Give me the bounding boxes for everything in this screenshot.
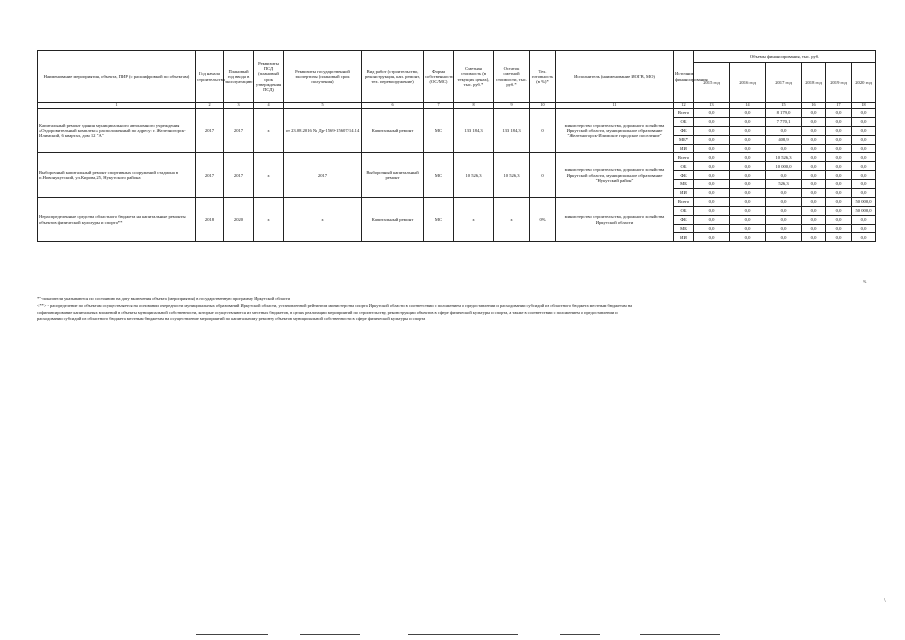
column-number: 16 (802, 103, 826, 109)
funding-value: 0,0 (802, 109, 826, 118)
header-psd: Реквизиты ПСД (плановый срок утверждения ПСД) (254, 51, 284, 103)
funding-value: 0,0 (802, 126, 826, 135)
executor: министерство строительства, дорожного хозяйства Иркутской области, муниципальное образование "Железногорск-Илимское городское поселение" (556, 109, 674, 153)
funding-value: 0,0 (852, 189, 876, 198)
funding-value: 0,0 (852, 224, 876, 233)
funding-value: 0,0 (826, 126, 852, 135)
column-number: 2 (196, 103, 224, 109)
funding-source: ФБ (674, 126, 694, 135)
funding-value: 0,0 (852, 135, 876, 144)
header-year: 2017 год (766, 63, 802, 103)
work-type: Капитальный ремонт (362, 109, 424, 153)
column-number: 7 (424, 103, 454, 109)
header-year: 2015 год (694, 63, 730, 103)
funding-value: 408,9 (766, 135, 802, 144)
funding-value: 0,0 (694, 180, 730, 189)
scan-mark: % (863, 279, 867, 284)
funding-value: 0,0 (766, 206, 802, 215)
funding-source: Всего (674, 197, 694, 206)
funding-value: 0,0 (852, 171, 876, 180)
executor: министерство строительства, дорожного хозяйства Иркутской области, муниципальное образование "Нукутский район" (556, 153, 674, 197)
funding-value: 0,0 (826, 224, 852, 233)
header-remaining: Остаток сметной стоимости, тыс. руб.* (494, 51, 530, 103)
funding-value: 0,0 (766, 197, 802, 206)
start-year: 2017 (196, 153, 224, 197)
expertise-details: x (284, 197, 362, 241)
header-funding-group: Объемы финансирования, тыс. руб. (694, 51, 876, 63)
column-number: 17 (826, 103, 852, 109)
start-year: 2018 (196, 197, 224, 241)
column-number: 9 (494, 103, 530, 109)
funding-value: 0,0 (826, 117, 852, 126)
funding-value: 0,0 (826, 171, 852, 180)
funding-value: 0,0 (730, 233, 766, 242)
readiness: 0% (530, 197, 556, 241)
header-expertise: Реквизиты государственной экспертизы (плановый срок получения) (284, 51, 362, 103)
footnote-line: софинансирование капитальных вложений в объекты муниципальной собственности, которые осуществляются из местных бюджетов, в целях реализации мероприятий по строительству, реконструкции объектов в сфере физической культуры и спорта, а также в соответствии с положением о предоставлении и (37, 309, 618, 315)
funding-value: 0,0 (852, 180, 876, 189)
remaining-cost: 10 526,3 (494, 153, 530, 197)
funding-value: 0,0 (802, 206, 826, 215)
funding-value: 0,0 (826, 233, 852, 242)
funding-source: Всего (674, 153, 694, 162)
funding-value: 50 000,0 (852, 197, 876, 206)
column-number: 6 (362, 103, 424, 109)
column-number: 8 (454, 103, 494, 109)
object-name: Капитальный ремонт здания муниципального автономного учреждения «Оздоровительный комплекс» расположенный по адресу: г. Железногорск-Илимский, 6 квартал, дом 12 "А" (38, 109, 196, 153)
footnotes (37, 296, 867, 323)
work-type: Выборочный капитальный ремонт (362, 153, 424, 197)
funding-value: 0,0 (730, 109, 766, 118)
funding-value: 0,0 (826, 189, 852, 198)
financing-table (37, 50, 876, 242)
funding-value: 0,0 (730, 153, 766, 162)
work-type: Капитальный ремонт (362, 197, 424, 241)
column-number: 3 (224, 103, 254, 109)
table-row (38, 153, 876, 162)
estimate-cost: 10 526,3 (454, 153, 494, 197)
funding-value: 0,0 (852, 233, 876, 242)
expertise-details: 2017 (284, 153, 362, 197)
scan-artifact-line (196, 634, 268, 635)
funding-value: 0,0 (826, 215, 852, 224)
header-source: Источник финансирования (674, 51, 694, 103)
funding-value: 0,0 (802, 233, 826, 242)
funding-value: 0,0 (852, 117, 876, 126)
column-number: 14 (730, 103, 766, 109)
header-year: 2020 год (852, 63, 876, 103)
ownership: МС (424, 109, 454, 153)
header-year: 2018 год (802, 63, 826, 103)
funding-value: 526,3 (766, 180, 802, 189)
funding-source: ФБ (674, 215, 694, 224)
header-name: Наименование мероприятия, объекта, ПИР (с расшифровкой по объектам) (38, 51, 196, 103)
funding-value: 0,0 (802, 153, 826, 162)
funding-value: 0,0 (730, 135, 766, 144)
funding-value: 0,0 (826, 180, 852, 189)
funding-value: 0,0 (730, 180, 766, 189)
funding-value: 0,0 (802, 215, 826, 224)
funding-value: 0,0 (852, 215, 876, 224)
column-number: 5 (284, 103, 362, 109)
table-row (38, 109, 876, 118)
funding-value: 0,0 (826, 162, 852, 171)
funding-value: 0,0 (826, 144, 852, 153)
funding-value: 0,0 (730, 224, 766, 233)
column-number: 13 (694, 103, 730, 109)
object-name: Выборочный капитальный ремонт спортивных сооружений стадиона в п.Новонукутский, ул.Кирова,25, Нукутского района (38, 153, 196, 197)
start-year: 2017 (196, 109, 224, 153)
funding-value: 0,0 (694, 215, 730, 224)
header-ownership: Форма собственности (ОС/МС) (424, 51, 454, 103)
funding-value: 50 000,0 (852, 206, 876, 215)
ownership: МС (424, 197, 454, 241)
funding-value: 0,0 (694, 162, 730, 171)
funding-value: 0,0 (694, 153, 730, 162)
column-number: 15 (766, 103, 802, 109)
funding-value: 0,0 (802, 117, 826, 126)
estimate-cost: x (454, 197, 494, 241)
column-number: 12 (674, 103, 694, 109)
psd-details: x (254, 197, 284, 241)
remaining-cost: 133 184,3 (494, 109, 530, 153)
header-executor: Исполнитель (наименование ИОГВ, МО) (556, 51, 674, 103)
funding-value: 0,0 (802, 180, 826, 189)
funding-value: 0,0 (694, 126, 730, 135)
funding-value: 0,0 (826, 197, 852, 206)
table-row (38, 197, 876, 206)
funding-value: 0,0 (694, 206, 730, 215)
funding-value: 8 179,0 (766, 109, 802, 118)
executor: министерство строительства, дорожного хозяйства Иркутской области (556, 197, 674, 241)
funding-source: ОБ (674, 206, 694, 215)
footnote-line: *"-показатели указываются по состоянию на дату включения объекта (мероприятия) в государственную программу Иркутской области (37, 296, 291, 301)
column-number: 10 (530, 103, 556, 109)
header-estimate: Сметная стоимость (в текущих ценах), тыс. руб.* (454, 51, 494, 103)
funding-source: ОБ (674, 162, 694, 171)
funding-source: МБ (674, 224, 694, 233)
funding-source: ФБ (674, 171, 694, 180)
funding-value: 0,0 (730, 162, 766, 171)
header-start-year: Год начала строительства (196, 51, 224, 103)
expertise-details: от 23.08.2016 № Др-1569-15607/14.14 (284, 109, 362, 153)
funding-value: 0,0 (826, 109, 852, 118)
funding-value: 0,0 (730, 144, 766, 153)
funding-value: 0,0 (730, 117, 766, 126)
funding-value: 0,0 (766, 144, 802, 153)
footnote-line: <**> - распределение по объектам осуществляется на основании очередности муниципальных образований Иркутской области, установленной рейтингом министерства спорта Иркутской области в соответствии с положением о предоставлении и расходовании субсидий из областного бюджета местным бюджетам на (37, 302, 633, 308)
funding-source: ИИ (674, 144, 694, 153)
funding-value: 0,0 (826, 135, 852, 144)
funding-value: 0,0 (730, 215, 766, 224)
funding-value: 0,0 (694, 117, 730, 126)
funding-value: 0,0 (730, 197, 766, 206)
estimate-cost: 133 184,3 (454, 109, 494, 153)
funding-source: МБ* (674, 135, 694, 144)
funding-source: ОБ (674, 117, 694, 126)
remaining-cost: x (494, 197, 530, 241)
readiness: 0 (530, 153, 556, 197)
funding-value: 0,0 (694, 144, 730, 153)
funding-value: 0,0 (802, 135, 826, 144)
funding-value: 0,0 (730, 171, 766, 180)
funding-value: 0,0 (694, 224, 730, 233)
column-number: 1 (38, 103, 196, 109)
header-year: 2019 год (826, 63, 852, 103)
header-readiness: Тех. готовность (в %)* (530, 51, 556, 103)
funding-source: МБ (674, 180, 694, 189)
funding-value: 0,0 (802, 189, 826, 198)
funding-source: Всего (674, 109, 694, 118)
funding-value: 7 770,1 (766, 117, 802, 126)
funding-value: 0,0 (766, 233, 802, 242)
footnote-line: расходовании субсидий из областного бюджета местным бюджетам на осуществление мероприятий по капитальному ремонту объектов муниципальной собственности в сфере физической культуры и спорта (37, 316, 426, 322)
funding-value: 0,0 (766, 171, 802, 180)
readiness: 0 (530, 109, 556, 153)
funding-value: 0,0 (694, 189, 730, 198)
funding-value: 0,0 (766, 215, 802, 224)
column-number: 11 (556, 103, 674, 109)
funding-value: 0,0 (730, 189, 766, 198)
object-name: Нераспределенные средства областного бюджета на капитальные ремонты объектов физической культуры и спорта** (38, 197, 196, 241)
funding-value: 0,0 (852, 109, 876, 118)
scan-artifact-line (408, 634, 518, 635)
funding-value: 0,0 (852, 144, 876, 153)
funding-value: 0,0 (852, 126, 876, 135)
scan-artifact-line (560, 634, 600, 635)
funding-value: 0,0 (802, 171, 826, 180)
header-year: 2016 год (730, 63, 766, 103)
funding-value: 0,0 (852, 162, 876, 171)
ownership: МС (424, 153, 454, 197)
psd-details: x (254, 109, 284, 153)
funding-value: 0,0 (766, 126, 802, 135)
funding-value: 0,0 (826, 153, 852, 162)
commission-year: 2020 (224, 197, 254, 241)
funding-value: 0,0 (730, 126, 766, 135)
funding-source: ИИ (674, 189, 694, 198)
funding-value: 0,0 (766, 224, 802, 233)
funding-value: 0,0 (694, 171, 730, 180)
funding-value: 0,0 (766, 189, 802, 198)
funding-value: 10 526,3 (766, 153, 802, 162)
header-row (38, 51, 876, 63)
funding-value: 0,0 (826, 206, 852, 215)
commission-year: 2017 (224, 153, 254, 197)
header-commission-year: Плановый год ввода в эксплуатацию (224, 51, 254, 103)
funding-source: ИИ (674, 233, 694, 242)
column-number: 4 (254, 103, 284, 109)
funding-value: 0,0 (802, 224, 826, 233)
psd-details: x (254, 153, 284, 197)
funding-value: 0,0 (852, 153, 876, 162)
funding-value: 0,0 (694, 109, 730, 118)
scan-artifact-line (640, 634, 720, 635)
commission-year: 2017 (224, 109, 254, 153)
header-work-type: Вид работ (строительство, реконструкция, кап. ремонт, тех. перевооружение) (362, 51, 424, 103)
funding-value: 0,0 (730, 206, 766, 215)
funding-value: 0,0 (802, 197, 826, 206)
funding-value: 0,0 (802, 162, 826, 171)
scan-mark: \ (884, 598, 886, 604)
funding-value: 10 000,0 (766, 162, 802, 171)
column-number: 18 (852, 103, 876, 109)
funding-value: 0,0 (802, 144, 826, 153)
funding-value: 0,0 (694, 197, 730, 206)
funding-value: 0,0 (694, 233, 730, 242)
scan-artifact-line (300, 634, 360, 635)
funding-value: 0,0 (694, 135, 730, 144)
